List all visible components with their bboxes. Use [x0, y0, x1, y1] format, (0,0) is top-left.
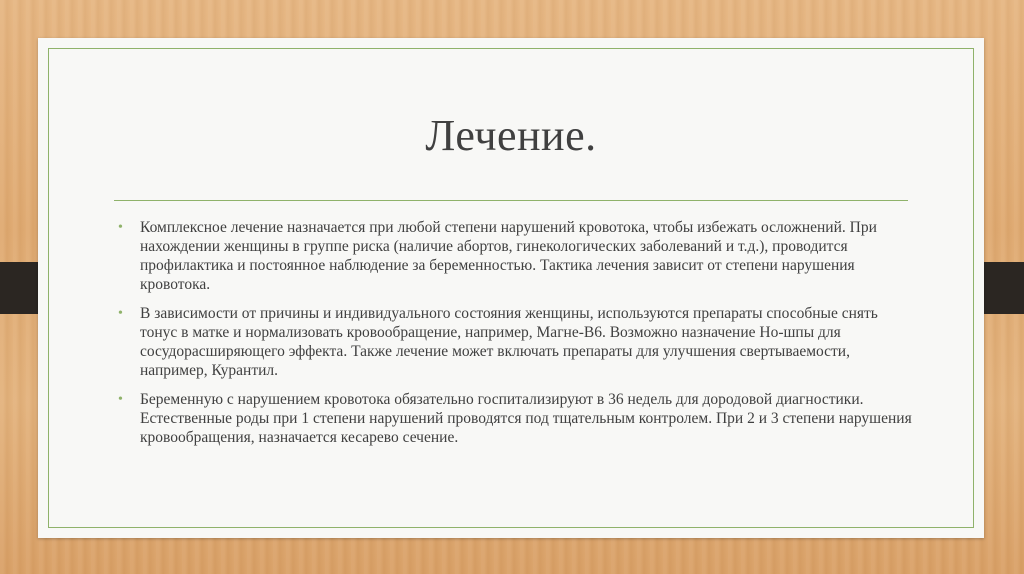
slide: [38, 38, 984, 538]
bullet-text: Комплексное лечение назначается при любой степени нарушений кровотока, чтобы избежать осложнений. При нахождении женщины в группе риска (наличие абортов, гинекологических заболеваний и т.д.), проводится профилактика и постоянное наблюдение за беременностью. Тактика лечения зависит от степени нарушения кровотока.: [140, 219, 877, 293]
bullet-item: [114, 304, 914, 380]
bullet-text: В зависимости от причины и индивидуального состояния женщины, используются препараты способные снять тонус в матке и нормализовать кровообращение, например, Магне-В6. Возможно назначение Но-шпы для сосудорасширяющего эффекта. Также лечение может включать препараты для улучшения свертываемости, например, Курантил.: [140, 305, 878, 379]
bullet-text: Беременную с нарушением кровотока обязательно госпитализируют в 36 недель для дородовой диагностики. Естественные роды при 1 степени нарушений проводятся под тщательным контролем. При 2 и 3 степени нарушения кровообращения, назначается кесарево сечение.: [140, 391, 912, 446]
bullet-icon: •: [118, 306, 123, 321]
bullet-list: [114, 218, 914, 457]
slide-title: Лечение.: [425, 111, 597, 160]
title-divider: [114, 200, 908, 201]
bullet-item: [114, 218, 914, 294]
bullet-icon: •: [118, 220, 123, 235]
bullet-icon: •: [118, 392, 123, 407]
bullet-item: [114, 390, 914, 447]
